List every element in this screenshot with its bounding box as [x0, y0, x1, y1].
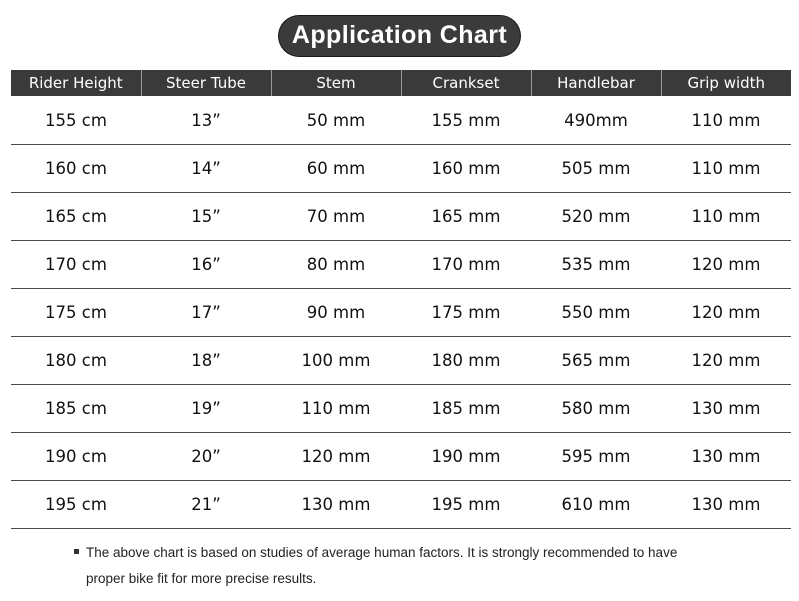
- steer-tube-cell: 13”: [141, 96, 271, 145]
- header-handlebar: Handlebar: [531, 70, 661, 96]
- rider-height-cell: 155 cm: [11, 96, 141, 145]
- footnote-line-1: The above chart is based on studies of average human factors. It is strongly recommended to have: [86, 545, 678, 560]
- crankset-cell: 160 mm: [401, 145, 531, 193]
- table-row: [11, 193, 791, 241]
- table-row: [11, 433, 791, 481]
- stem-cell: 110 mm: [271, 385, 401, 433]
- handlebar-cell: 580 mm: [531, 385, 661, 433]
- steer-tube-cell: 14”: [141, 145, 271, 193]
- steer-tube-cell: 20”: [141, 433, 271, 481]
- grip-width-cell: 110 mm: [661, 96, 791, 145]
- handlebar-cell: 550 mm: [531, 289, 661, 337]
- footnote: [74, 540, 774, 592]
- handlebar-cell: 505 mm: [531, 145, 661, 193]
- rider-height-cell: 175 cm: [11, 289, 141, 337]
- header-row: [11, 70, 791, 96]
- grip-width-cell: 130 mm: [661, 433, 791, 481]
- crankset-cell: 165 mm: [401, 193, 531, 241]
- application-chart-table: [11, 70, 791, 529]
- steer-tube-cell: 21”: [141, 481, 271, 529]
- steer-tube-cell: 15”: [141, 193, 271, 241]
- table-row: [11, 385, 791, 433]
- crankset-cell: 170 mm: [401, 241, 531, 289]
- handlebar-cell: 595 mm: [531, 433, 661, 481]
- grip-width-cell: 110 mm: [661, 193, 791, 241]
- handlebar-cell: 565 mm: [531, 337, 661, 385]
- grip-width-cell: 120 mm: [661, 241, 791, 289]
- stem-cell: 50 mm: [271, 96, 401, 145]
- rider-height-cell: 185 cm: [11, 385, 141, 433]
- stem-cell: 90 mm: [271, 289, 401, 337]
- stem-cell: 120 mm: [271, 433, 401, 481]
- rider-height-cell: 180 cm: [11, 337, 141, 385]
- header-steer-tube: Steer Tube: [141, 70, 271, 96]
- stem-cell: 70 mm: [271, 193, 401, 241]
- crankset-cell: 155 mm: [401, 96, 531, 145]
- table-row: [11, 289, 791, 337]
- handlebar-cell: 610 mm: [531, 481, 661, 529]
- crankset-cell: 185 mm: [401, 385, 531, 433]
- handlebar-cell: 535 mm: [531, 241, 661, 289]
- rider-height-cell: 160 cm: [11, 145, 141, 193]
- rider-height-cell: 165 cm: [11, 193, 141, 241]
- crankset-cell: 190 mm: [401, 433, 531, 481]
- table-body: [11, 96, 791, 529]
- bullet-icon: [74, 549, 79, 554]
- steer-tube-cell: 19”: [141, 385, 271, 433]
- grip-width-cell: 130 mm: [661, 385, 791, 433]
- table-header: [11, 70, 791, 96]
- steer-tube-cell: 16”: [141, 241, 271, 289]
- rider-height-cell: 195 cm: [11, 481, 141, 529]
- grip-width-cell: 110 mm: [661, 145, 791, 193]
- table-row: [11, 337, 791, 385]
- steer-tube-cell: 18”: [141, 337, 271, 385]
- header-grip-width: Grip width: [661, 70, 791, 96]
- title-container: [0, 16, 799, 56]
- rider-height-cell: 170 cm: [11, 241, 141, 289]
- table-row: [11, 241, 791, 289]
- table-row: [11, 145, 791, 193]
- handlebar-cell: 520 mm: [531, 193, 661, 241]
- grip-width-cell: 120 mm: [661, 289, 791, 337]
- stem-cell: 130 mm: [271, 481, 401, 529]
- table-row: [11, 96, 791, 145]
- table-row: [11, 481, 791, 529]
- page-title: Application Chart: [279, 16, 520, 56]
- handlebar-cell: 490mm: [531, 96, 661, 145]
- crankset-cell: 195 mm: [401, 481, 531, 529]
- stem-cell: 80 mm: [271, 241, 401, 289]
- footnote-line-2: proper bike fit for more precise results.: [86, 571, 317, 586]
- crankset-cell: 180 mm: [401, 337, 531, 385]
- grip-width-cell: 130 mm: [661, 481, 791, 529]
- header-crankset: Crankset: [401, 70, 531, 96]
- rider-height-cell: 190 cm: [11, 433, 141, 481]
- grip-width-cell: 120 mm: [661, 337, 791, 385]
- crankset-cell: 175 mm: [401, 289, 531, 337]
- header-rider-height: Rider Height: [11, 70, 141, 96]
- header-stem: Stem: [271, 70, 401, 96]
- stem-cell: 60 mm: [271, 145, 401, 193]
- steer-tube-cell: 17”: [141, 289, 271, 337]
- stem-cell: 100 mm: [271, 337, 401, 385]
